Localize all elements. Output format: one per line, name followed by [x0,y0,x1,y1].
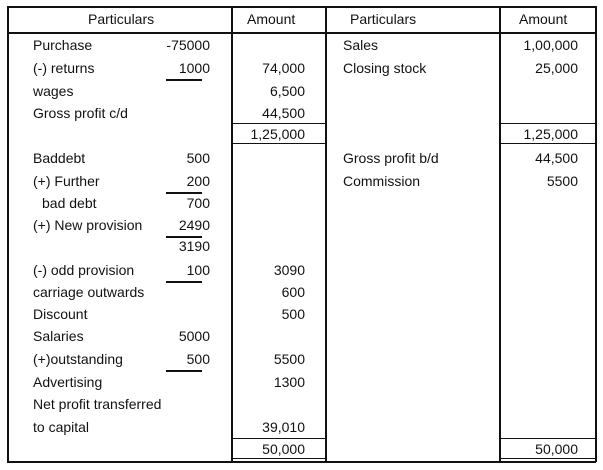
row-label: Salaries [33,328,84,344]
row-sub-amount: 100 [186,262,210,278]
total-line [499,123,596,124]
row-label: (+) Further [33,173,100,189]
row-amount: 1,25,000 [523,126,578,142]
row-label: bad debt [42,195,97,211]
header-amount-left: Amount [247,11,296,27]
column-divider [325,6,327,462]
total-line [499,143,596,144]
total-line [499,438,596,439]
row-amount: 50,000 [262,441,305,457]
row-amount: 6,500 [269,83,305,99]
row-sub-amount: 5000 [178,328,210,344]
row-label: to capital [33,419,90,435]
row-amount: 25,000 [535,60,578,76]
row-amount: 1,00,000 [523,37,578,53]
total-line [231,143,326,144]
total-line [499,458,596,459]
row-amount: 44,500 [262,105,305,121]
row-label: (+) New provision [33,217,143,233]
row-label: Gross profit b/d [343,150,439,166]
table-border-right [595,6,597,462]
row-sub-amount: 500 [186,351,210,367]
row-amount: 74,000 [262,60,305,76]
row-label: Baddebt [33,150,86,166]
subtotal-underline [166,370,202,372]
row-amount: 5500 [273,351,305,367]
right-total: 50,000 [535,441,578,457]
row-label: (-) returns [33,60,95,76]
row-amount: 1,25,000 [250,126,305,142]
header-particulars-right: Particulars [350,11,417,27]
row-label: Advertising [33,374,103,390]
row-label: Net profit transferred [33,396,162,412]
row-sub-amount: 700 [186,195,210,211]
header-bottom-line [7,32,596,34]
total-line [231,458,326,459]
header-amount-right: Amount [519,11,568,27]
row-label: wages [33,83,74,99]
row-label: (-) odd provision [33,262,135,278]
row-amount: 1300 [273,374,305,390]
row-sub-amount: -75000 [166,37,210,53]
table-border-bottom [7,461,596,463]
row-label: carriage outwards [33,284,145,300]
row-sub-amount: 500 [186,150,210,166]
row-label: Sales [343,37,379,53]
row-amount: 600 [281,284,305,300]
row-label: Closing stock [343,60,427,76]
row-label: Gross profit c/d [33,105,128,121]
table-border-left [7,6,9,462]
total-line [231,438,326,439]
row-amount: 44,500 [535,150,578,166]
subtotal-underline [166,281,202,283]
row-sub-amount: 3190 [178,238,210,254]
row-amount: 500 [281,306,305,322]
row-label: Purchase [33,37,93,53]
row-label: Commission [343,173,421,189]
subtotal-underline [166,192,202,194]
subtotal-underline [166,79,202,81]
total-line [231,123,326,124]
row-label: Discount [33,306,88,322]
header-particulars-left: Particulars [88,11,155,27]
row-amount: 39,010 [262,419,305,435]
row-amount: 3090 [273,262,305,278]
row-label: (+)outstanding [33,351,123,367]
row-sub-amount: 200 [186,173,210,189]
row-sub-amount: 1000 [178,60,210,76]
table-border-top [7,6,596,8]
row-sub-amount: 2490 [178,217,210,233]
row-amount: 5500 [546,173,578,189]
